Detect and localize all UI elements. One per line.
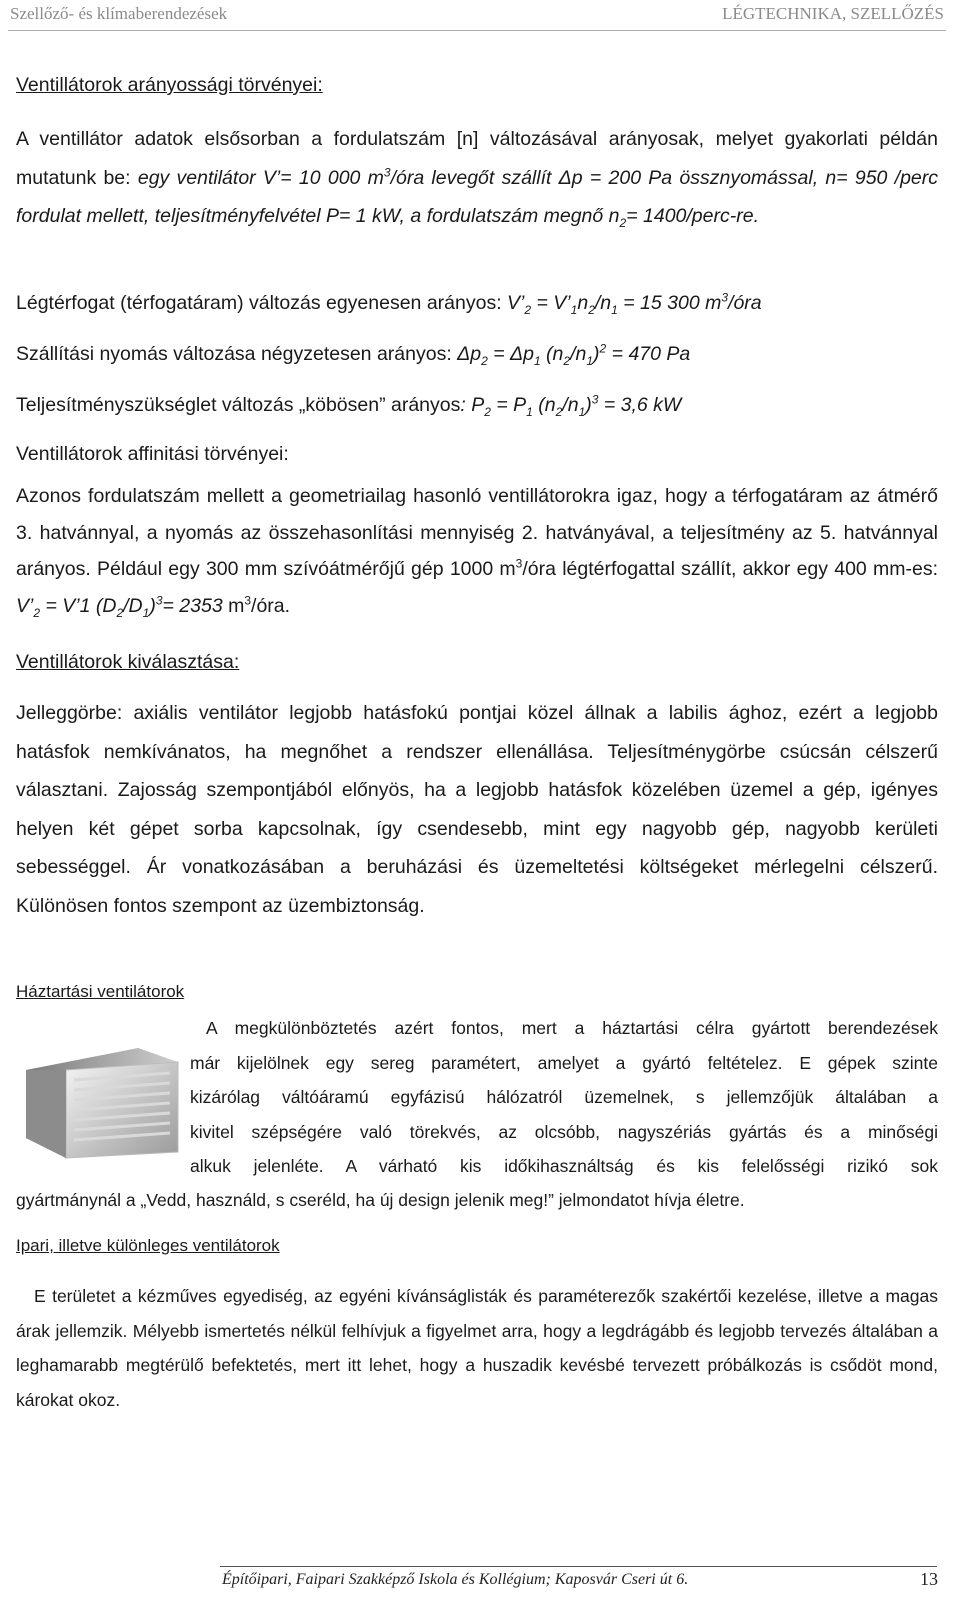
- header-left: Szellőző- és klímaberendezések: [10, 4, 228, 23]
- intro-text: A ventillátor adatok elsősorban a fordulatszám [n] változásával arányosak, melyet gyakorlati példán mutatunk be:: [16, 128, 938, 189]
- industrial-paragraph: E területet a kézműves egyediség, az egyéni kívánságlisták és paraméterezők szakértői kezelése, illetve a magas árak jellemzik. Mélyebb ismertetés nélkül felhívjuk a figyelmet arra, hogy a legdrágább és legjobb tervezés általában a leghamarabb megtérülő befektetés, mert itt lehet, hogy a huszadik kevésbé tervezett próbálkozás is csődöt mond, károkat okoz.: [16, 1286, 938, 1410]
- header-rule: [8, 30, 946, 31]
- household-paragraph: [190, 1011, 938, 1184]
- law-power-text: Teljesítményszükséglet változás „köbösen” arányos: [16, 394, 461, 416]
- law-power: [16, 394, 938, 417]
- header-right: LÉGTECHNIKA, SZELLŐZÉS: [722, 4, 944, 23]
- section-title-affinity: Ventillátorok affinitási törvényei:: [16, 443, 289, 465]
- section-title-selection: Ventillátorok kiválasztása:: [16, 651, 240, 673]
- footer-institution: Építőipari, Faipari Szakképző Iskola és Kollégium; Kaposvár Cseri út 6.: [222, 1571, 689, 1588]
- household-line-5: alkuk jelenléte. A várható kis időkihasználtság és kis felelősségi rizikó sok: [190, 1156, 938, 1176]
- household-line-3: kizárólag váltóáramú egyfázisú hálózatról üzemelnek, s jellemzőjük általában a: [190, 1087, 938, 1107]
- law-pressure-formula: $\Delta p_2 = \Delta p_1$ $(n_2/n_1)^2 = 470$ Pa: [457, 341, 691, 368]
- household-line-4: kivitel szépségére való törekvés, az olcsóbb, nagyszériás gyártás és a minőségi: [190, 1121, 938, 1142]
- affinity-text: Azonos fordulatszám mellett a geometriailag hasonló ventillátorokra igaz, hogy a térfogatáram az átmérő 3. hatvánnyal, a nyomás az összehasonlítási mennyiség 2. hatványával, a teljesítmény az 5. hatvánnyal arányos. Például egy 300 mm szívóátmérőjű gép 1000 m: [16, 485, 938, 580]
- household-line-2: már kijelölnek egy sereg paramétert, amelyet a gyártó feltételez. E gépek szinte: [190, 1052, 938, 1073]
- affinity-formula: $V’_2$ = V’1 $(D_2/D_1)^3= 2353$: [16, 593, 223, 620]
- law-volume-formula: $V’_2$ = $V’_1n_2/n_1 = 15$ 300 $m^3$/óra: [507, 290, 762, 317]
- household-tail: gyártmánynál a „Vedd, használd, s cseréld, ha új design jelenik meg!” jelmondatot hívja életre.: [16, 1190, 745, 1210]
- household-line-1: A megkülönböztetés azért fontos, mert a háztartási célra gyártott berendezések: [206, 1018, 938, 1038]
- section-title-household: Háztartási ventilátorok: [16, 982, 185, 1001]
- affinity-unit: $m^3$/óra.: [222, 593, 291, 617]
- law-volume-text: Légtérfogat (térfogatáram) változás egyenesen arányos:: [16, 292, 508, 314]
- law-power-formula: : $P_2 = P_1$ $(n_2/n_1)^3 = 3,6$ kW: [460, 392, 682, 419]
- footer-rule: [220, 1566, 937, 1567]
- law-volume: [16, 292, 938, 315]
- page-footer: [0, 1560, 960, 1601]
- intro-paragraph: [16, 120, 938, 236]
- household-fan-image: [18, 1040, 188, 1160]
- law-pressure: [16, 343, 938, 366]
- law-pressure-text: Szállítási nyomás változása négyzetesen arányos:: [16, 343, 458, 365]
- page-header: [0, 0, 960, 34]
- selection-paragraph: Jelleggörbe: axiális ventilátor legjobb hatásfokú pontjai közel állnak a labilis ághoz, ezért a legjobb hatásfok nemkívánatos, ha megnőhet a rendszer ellenállása. Teljesítménygörbe csúcsán célszerű választani. Zajosság szempontjából előnyös, ha a legjobb hatásfok közelében üzemel a gép, igényes helyen két gépet sorba kapcsolnak, így csendesebb, mint egy nagyobb gép, nagyobb kerületi sebességgel. Ár vonatkozásában a beruházási és üzemeltetési költségeket mérlegelni célszerű. Különösen fontos szempont az üzembiztonság.: [16, 702, 938, 917]
- page-number: 13: [920, 1569, 938, 1589]
- section-title-proportionality: Ventillátorok arányossági törvényei:: [16, 74, 323, 96]
- affinity-paragraph: Azonos fordulatszám mellett a geometriailag hasonló ventillátorokra igaz, hogy a térfogatáram az átmérő 3. hatvánnyal, a nyomás az összehasonlítási mennyiség 2. hatványával, a teljesítmény az 5. hatvánnyal arányos. Például egy 300 mm szívóátmérőjű gép 1000 $m^3$/óra légtérfogattal szállít, akkor egy 400 mm-es: $V’_2$ = V’1 $(D_2/D_1)^3= 2353$ $m^3$/óra.: [16, 485, 938, 620]
- intro-example: egy ventilátor V’= 10 000 $m^3$/óra levegőt szállít Δp = 200 Pa össznyomással, n= 950 /perc fordulat mellett, teljesítményfelvétel P= 1 kW, a fordulatszám megnő $n_2=$ 1400/perc-re.: [16, 165, 939, 230]
- section-title-industrial: Ipari, illetve különleges ventilátorok: [16, 1236, 280, 1255]
